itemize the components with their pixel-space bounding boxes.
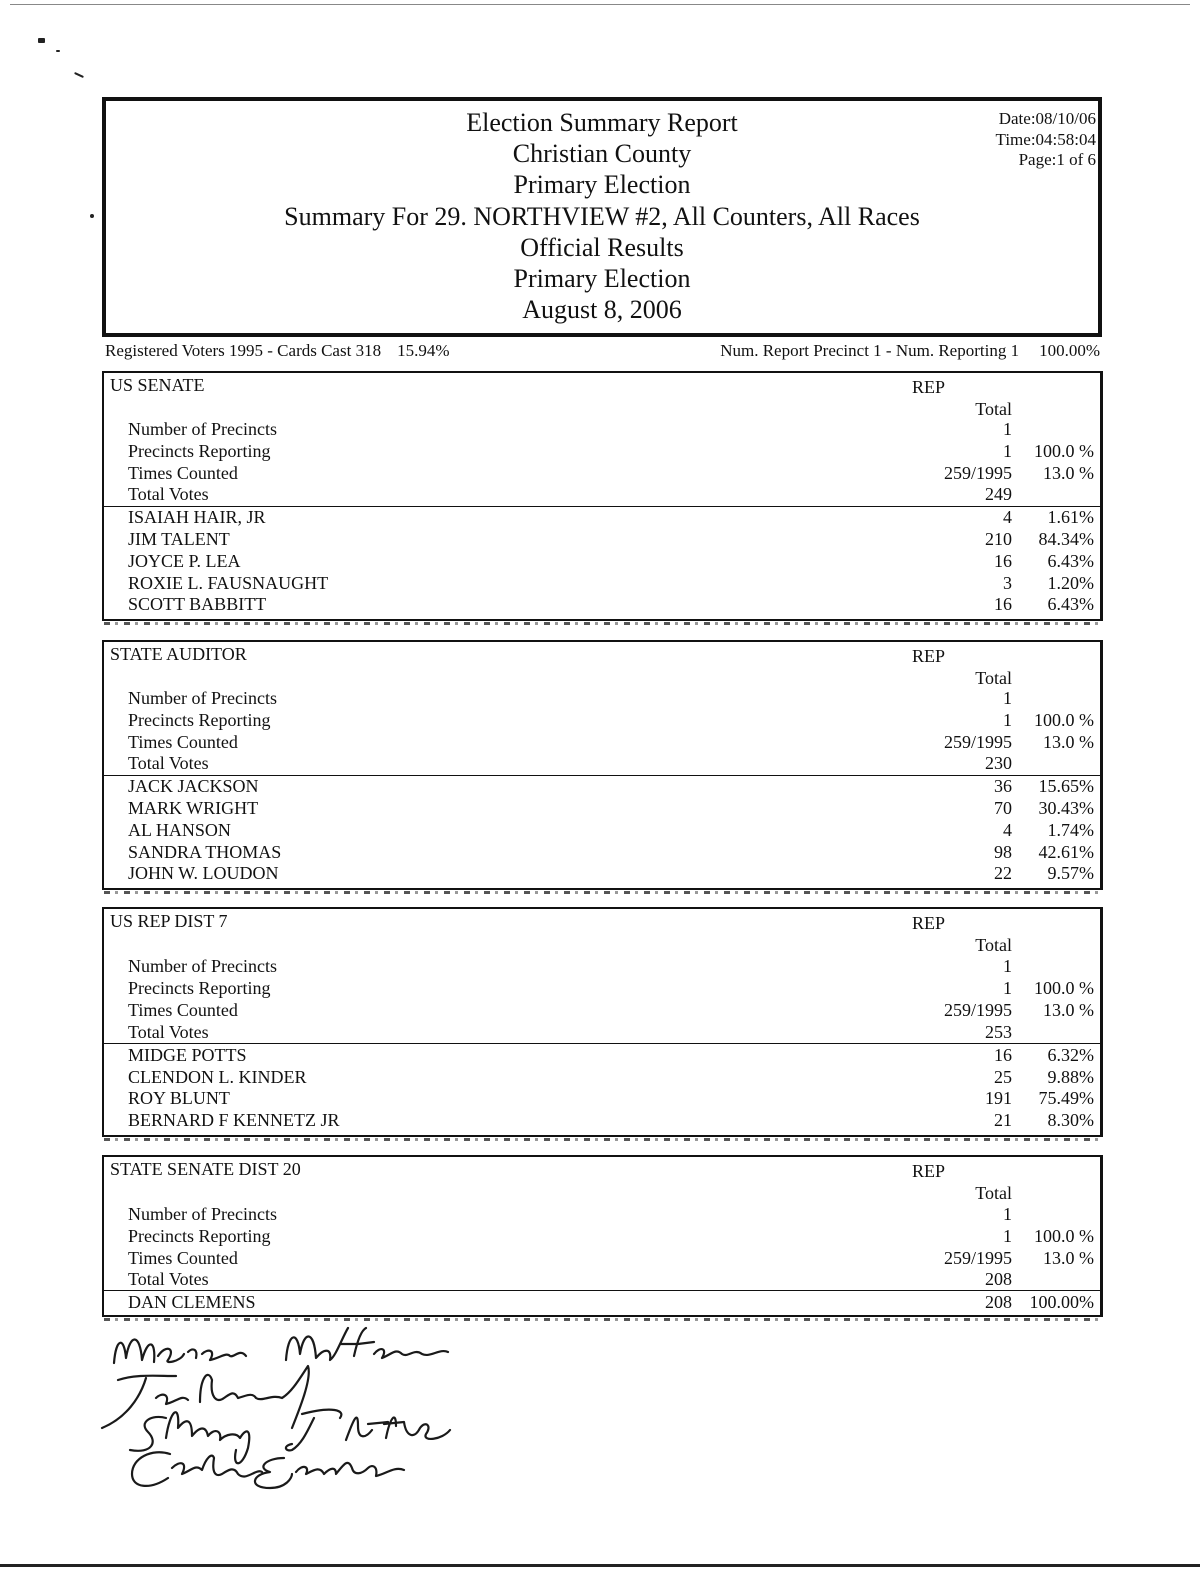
candidate-row bbox=[104, 1066, 1100, 1088]
page-number: Page:1 of 6 bbox=[1018, 150, 1096, 169]
candidate-votes: 210 bbox=[985, 529, 1012, 549]
stat-label: Precincts Reporting bbox=[128, 1226, 271, 1246]
party-label: REP bbox=[912, 913, 946, 933]
stat-value: 1 bbox=[1003, 1204, 1012, 1224]
stat-value: 1 bbox=[1003, 441, 1012, 461]
race-title: US SENATE bbox=[110, 375, 205, 395]
signature-block bbox=[96, 1318, 476, 1518]
candidate-name: SANDRA THOMAS bbox=[128, 842, 282, 862]
box-shadow-edge bbox=[104, 622, 1104, 625]
stat-row bbox=[104, 752, 1100, 774]
stat-value: 1 bbox=[1003, 710, 1012, 730]
stat-percent: 100.0 % bbox=[1034, 710, 1094, 730]
stat-value: 1 bbox=[1003, 1226, 1012, 1246]
candidate-percent: 8.30% bbox=[1047, 1110, 1094, 1130]
stat-value: 259/1995 bbox=[943, 463, 1012, 483]
candidate-name: ROXIE L. FAUSNAUGHT bbox=[128, 573, 329, 593]
stat-label: Times Counted bbox=[128, 732, 238, 752]
total-column-header: Total bbox=[975, 668, 1012, 688]
race-us-rep-dist-7 bbox=[102, 907, 1103, 1137]
report-time: Time:04:58:04 bbox=[995, 129, 1096, 149]
election-name: Primary Election bbox=[513, 170, 691, 200]
stat-percent: 100.0 % bbox=[1034, 441, 1094, 461]
candidate-votes: 98 bbox=[994, 842, 1012, 862]
precincts-reporting-summary: Num. Report Precinct 1 - Num. Reporting 1 bbox=[720, 341, 1020, 360]
candidate-row bbox=[104, 550, 1100, 572]
race-us-senate bbox=[102, 371, 1103, 621]
stat-label: Number of Precincts bbox=[128, 1204, 277, 1224]
stat-row bbox=[104, 977, 1100, 999]
stat-label: Number of Precincts bbox=[128, 956, 277, 976]
candidate-votes: 16 bbox=[994, 551, 1012, 571]
stat-row bbox=[104, 418, 1100, 440]
candidate-votes: 21 bbox=[994, 1110, 1012, 1130]
candidate-percent: 1.74% bbox=[1047, 820, 1094, 840]
race-title: STATE SENATE DIST 20 bbox=[110, 1159, 301, 1179]
total-column-header: Total bbox=[975, 1183, 1012, 1203]
stat-row bbox=[104, 1247, 1100, 1269]
candidate-votes: 3 bbox=[1003, 573, 1012, 593]
total-column-header: Total bbox=[975, 399, 1012, 419]
election-date: August 8, 2006 bbox=[522, 295, 682, 325]
stat-row bbox=[104, 1225, 1100, 1247]
candidate-row bbox=[104, 841, 1100, 863]
stat-row bbox=[104, 999, 1100, 1021]
candidate-percent: 75.49% bbox=[1038, 1088, 1094, 1108]
stat-value: 259/1995 bbox=[943, 1000, 1012, 1020]
race-title: STATE AUDITOR bbox=[110, 644, 247, 664]
candidate-name: JOHN W. LOUDON bbox=[128, 863, 279, 883]
scan-edge-top bbox=[10, 4, 1190, 5]
stat-value: 259/1995 bbox=[943, 1248, 1012, 1268]
stat-label: Total Votes bbox=[128, 1269, 209, 1289]
stat-label: Total Votes bbox=[128, 484, 209, 504]
candidate-row bbox=[104, 528, 1100, 550]
candidate-votes: 191 bbox=[985, 1088, 1012, 1108]
stat-row bbox=[104, 955, 1100, 977]
stat-percent: 100.0 % bbox=[1034, 1226, 1094, 1246]
stat-value: 1 bbox=[1003, 419, 1012, 439]
candidate-name: MARK WRIGHT bbox=[128, 798, 259, 818]
candidate-percent: 100.00% bbox=[1029, 1292, 1094, 1312]
candidate-row bbox=[104, 1109, 1100, 1131]
race-title: US REP DIST 7 bbox=[110, 911, 228, 931]
stat-percent: 100.0 % bbox=[1034, 978, 1094, 998]
party-label: REP bbox=[912, 377, 946, 397]
candidate-percent: 15.65% bbox=[1038, 776, 1094, 796]
candidate-name: MIDGE POTTS bbox=[128, 1045, 247, 1065]
candidate-name: CLENDON L. KINDER bbox=[128, 1067, 307, 1087]
candidate-votes: 36 bbox=[994, 776, 1012, 796]
candidate-name: ISAIAH HAIR, JR bbox=[128, 507, 266, 527]
candidate-row bbox=[104, 593, 1100, 615]
race-state-senate-dist-20 bbox=[102, 1155, 1103, 1317]
registration-summary bbox=[105, 341, 450, 361]
candidate-percent: 6.43% bbox=[1047, 594, 1094, 614]
stat-label: Number of Precincts bbox=[128, 688, 277, 708]
signature-1 bbox=[114, 1328, 448, 1363]
candidate-votes: 22 bbox=[994, 863, 1012, 883]
stat-row bbox=[104, 483, 1100, 505]
candidate-row bbox=[104, 506, 1100, 528]
race-state-auditor bbox=[102, 640, 1103, 890]
scan-edge-bottom bbox=[0, 1564, 1200, 1567]
stat-value: 253 bbox=[985, 1022, 1012, 1042]
candidate-name: ROY BLUNT bbox=[128, 1088, 230, 1108]
candidate-row bbox=[104, 1044, 1100, 1066]
stat-label: Times Counted bbox=[128, 1248, 238, 1268]
candidate-percent: 6.32% bbox=[1047, 1045, 1094, 1065]
stat-label: Precincts Reporting bbox=[128, 441, 271, 461]
stat-label: Precincts Reporting bbox=[128, 978, 271, 998]
stat-row bbox=[104, 731, 1100, 753]
scan-speck bbox=[38, 38, 45, 43]
candidate-percent: 1.61% bbox=[1047, 507, 1094, 527]
stat-row bbox=[104, 687, 1100, 709]
candidate-votes: 16 bbox=[994, 1045, 1012, 1065]
box-shadow-edge bbox=[104, 1138, 1104, 1141]
stat-row bbox=[104, 462, 1100, 484]
stat-value: 1 bbox=[1003, 688, 1012, 708]
signature-4 bbox=[132, 1452, 404, 1488]
reporting-summary bbox=[720, 341, 1100, 361]
stat-label: Times Counted bbox=[128, 463, 238, 483]
stat-value: 230 bbox=[985, 753, 1012, 773]
candidate-percent: 9.88% bbox=[1047, 1067, 1094, 1087]
candidate-name: DAN CLEMENS bbox=[128, 1292, 256, 1312]
candidate-percent: 9.57% bbox=[1047, 863, 1094, 883]
header-title-block bbox=[106, 107, 1098, 325]
summary-scope: Summary For 29. NORTHVIEW #2, All Counters, All Races bbox=[284, 201, 920, 231]
candidate-votes: 70 bbox=[994, 798, 1012, 818]
candidate-percent: 84.34% bbox=[1038, 529, 1094, 549]
reporting-percent: 100.00% bbox=[1039, 341, 1100, 360]
registered-voters: Registered Voters 1995 - Cards Cast 318 bbox=[105, 341, 382, 360]
scan-speck bbox=[90, 214, 94, 218]
stat-label: Precincts Reporting bbox=[128, 710, 271, 730]
candidate-row bbox=[104, 797, 1100, 819]
stat-value: 1 bbox=[1003, 978, 1012, 998]
candidate-percent: 6.43% bbox=[1047, 551, 1094, 571]
signature-3 bbox=[130, 1410, 450, 1464]
candidate-name: BERNARD F KENNETZ JR bbox=[128, 1110, 340, 1130]
candidate-percent: 1.20% bbox=[1047, 573, 1094, 593]
stat-percent: 13.0 % bbox=[1043, 463, 1094, 483]
report-date: Date:08/10/06 bbox=[998, 109, 1096, 128]
stat-label: Total Votes bbox=[128, 1022, 209, 1042]
stat-label: Number of Precincts bbox=[128, 419, 277, 439]
party-label: REP bbox=[912, 646, 946, 666]
stat-percent: 13.0 % bbox=[1043, 732, 1094, 752]
stat-value: 249 bbox=[985, 484, 1012, 504]
handwritten-signatures bbox=[96, 1318, 476, 1518]
stat-label: Times Counted bbox=[128, 1000, 238, 1020]
stat-percent: 13.0 % bbox=[1043, 1248, 1094, 1268]
candidate-name: SCOTT BABBITT bbox=[128, 594, 267, 614]
candidate-votes: 208 bbox=[985, 1292, 1012, 1312]
stat-row bbox=[104, 1203, 1100, 1225]
candidate-percent: 42.61% bbox=[1038, 842, 1094, 862]
candidate-percent: 30.43% bbox=[1038, 798, 1094, 818]
election-type: Primary Election bbox=[513, 263, 691, 293]
candidate-name: JIM TALENT bbox=[128, 529, 230, 549]
results-status: Official Results bbox=[520, 232, 684, 262]
candidate-votes: 4 bbox=[1003, 507, 1012, 527]
stat-row bbox=[104, 440, 1100, 462]
candidate-row bbox=[104, 1291, 1100, 1313]
report-meta bbox=[996, 109, 1096, 171]
candidate-row bbox=[104, 572, 1100, 594]
signature-2 bbox=[102, 1366, 309, 1428]
stat-row bbox=[104, 1268, 1100, 1290]
candidate-row bbox=[104, 819, 1100, 841]
candidate-row bbox=[104, 1087, 1100, 1109]
scan-speck bbox=[56, 50, 60, 52]
report-title: Election Summary Report bbox=[466, 108, 738, 137]
candidate-row bbox=[104, 862, 1100, 884]
stat-value: 208 bbox=[985, 1269, 1012, 1289]
county-name: Christian County bbox=[512, 139, 692, 169]
stat-row bbox=[104, 709, 1100, 731]
candidate-name: JACK JACKSON bbox=[128, 776, 259, 796]
stat-value: 1 bbox=[1003, 956, 1012, 976]
candidate-row bbox=[104, 775, 1100, 797]
total-column-header: Total bbox=[975, 935, 1012, 955]
candidate-votes: 16 bbox=[994, 594, 1012, 614]
turnout-percent: 15.94% bbox=[397, 341, 450, 360]
party-label: REP bbox=[912, 1161, 946, 1181]
stat-percent: 13.0 % bbox=[1043, 1000, 1094, 1020]
candidate-votes: 25 bbox=[994, 1067, 1012, 1087]
stat-value: 259/1995 bbox=[943, 732, 1012, 752]
report-header bbox=[102, 97, 1102, 337]
candidate-name: AL HANSON bbox=[128, 820, 231, 840]
stat-label: Total Votes bbox=[128, 753, 209, 773]
candidate-votes: 4 bbox=[1003, 820, 1012, 840]
stat-row bbox=[104, 1021, 1100, 1043]
candidate-name: JOYCE P. LEA bbox=[128, 551, 241, 571]
scan-speck bbox=[74, 72, 84, 78]
box-shadow-edge bbox=[104, 891, 1104, 894]
